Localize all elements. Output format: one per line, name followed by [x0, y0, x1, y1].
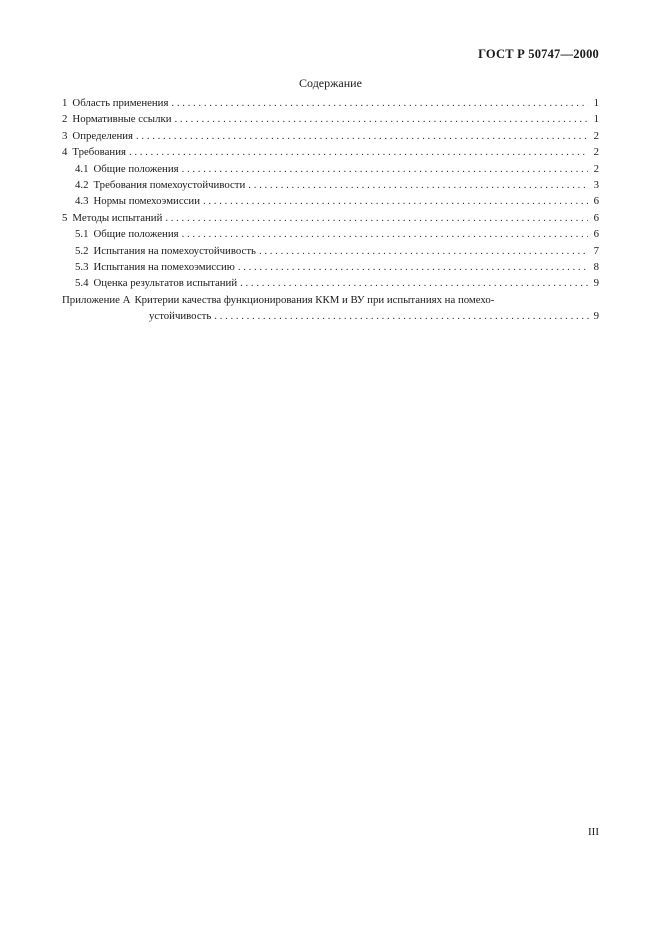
toc-entry-title: Нормы помехоэмиссии	[93, 195, 200, 208]
toc-leader-dots	[171, 97, 588, 109]
table-of-contents	[62, 97, 599, 326]
toc-entry[interactable]	[62, 113, 599, 129]
toc-leader-dots	[240, 277, 588, 289]
toc-entry-page: 1	[593, 97, 599, 109]
toc-entry-title: Определения	[72, 129, 134, 142]
toc-entry-number: 1	[62, 97, 68, 109]
toc-leader-dots	[182, 228, 588, 240]
appendix-page: 9	[593, 310, 599, 323]
toc-subentry[interactable]	[62, 163, 599, 179]
toc-leader-dots	[259, 245, 588, 257]
toc-entry[interactable]	[62, 130, 599, 146]
toc-entry-page: 2	[593, 146, 599, 159]
toc-title: Содержание	[299, 76, 362, 90]
toc-leader-dots	[174, 113, 588, 125]
toc-entry-title: Методы испытаний	[72, 211, 163, 224]
toc-leader-dots	[214, 310, 590, 322]
toc-entry-page: 6	[593, 195, 599, 208]
toc-entry-number: 5.4	[75, 277, 89, 290]
toc-entry-number: 2	[62, 113, 68, 126]
toc-leader-dots	[203, 195, 588, 207]
toc-entry-number: 4	[62, 146, 68, 159]
toc-entry-number: 5	[62, 211, 68, 224]
toc-entry-page: 6	[593, 228, 599, 241]
toc-entry-page: 3	[593, 178, 599, 191]
toc-subentry[interactable]	[62, 245, 599, 261]
toc-leader-dots	[165, 212, 588, 224]
toc-entry-page: 9	[593, 277, 599, 290]
toc-entry[interactable]	[62, 97, 599, 113]
toc-appendix-entry-continuation[interactable]	[62, 310, 599, 326]
toc-entry-number: 4.3	[75, 195, 89, 208]
toc-entry[interactable]	[62, 212, 599, 228]
toc-entry-page: 1	[593, 113, 599, 126]
toc-subentry[interactable]	[62, 277, 599, 293]
toc-subentry[interactable]	[62, 261, 599, 277]
toc-entry-page: 2	[593, 129, 599, 142]
toc-entry-page: 6	[593, 211, 599, 224]
appendix-label: Приложение А	[62, 293, 131, 306]
page-number: III	[588, 826, 599, 838]
toc-leader-dots	[136, 130, 588, 142]
toc-subentry[interactable]	[62, 179, 599, 195]
toc-entry-number: 5.1	[75, 228, 89, 241]
toc-leader-dots	[248, 179, 588, 191]
toc-entry-title: Испытания на помехоэмиссию	[93, 260, 235, 273]
appendix-title-line1: Критерии качества функционирования ККМ и ВУ при испытаниях на помехо-	[134, 293, 495, 306]
toc-entry-title: Требования	[72, 146, 126, 159]
toc-subentry[interactable]	[62, 228, 599, 244]
toc-entry-number: 4.1	[75, 162, 89, 175]
toc-entry-title: Общие положения	[93, 228, 179, 241]
toc-entry-number: 4.2	[75, 178, 89, 191]
document-header: ГОСТ Р 50747—2000	[478, 47, 599, 61]
toc-entry-title: Испытания на помехоустойчивость	[93, 244, 256, 257]
toc-leader-dots	[129, 146, 588, 158]
toc-entry-number: 3	[62, 129, 68, 142]
toc-entry-title: Область применения	[72, 97, 169, 109]
toc-entry-title: Общие положения	[93, 162, 179, 175]
toc-appendix-entry[interactable]	[62, 294, 599, 310]
toc-entry-page: 7	[593, 244, 599, 257]
appendix-title-line2: устойчивость	[149, 310, 212, 323]
toc-entry-title: Требования помехоустойчивости	[93, 178, 246, 191]
toc-subentry[interactable]	[62, 195, 599, 211]
toc-entry-title: Нормативные ссылки	[72, 113, 172, 126]
toc-entry-number: 5.2	[75, 244, 89, 257]
toc-entry[interactable]	[62, 146, 599, 162]
toc-entry-title: Оценка результатов испытаний	[93, 277, 238, 290]
toc-leader-dots	[238, 261, 588, 273]
toc-leader-dots	[182, 163, 588, 175]
toc-entry-page: 8	[593, 260, 599, 273]
toc-entry-number: 5.3	[75, 260, 89, 273]
toc-entry-page: 2	[593, 162, 599, 175]
